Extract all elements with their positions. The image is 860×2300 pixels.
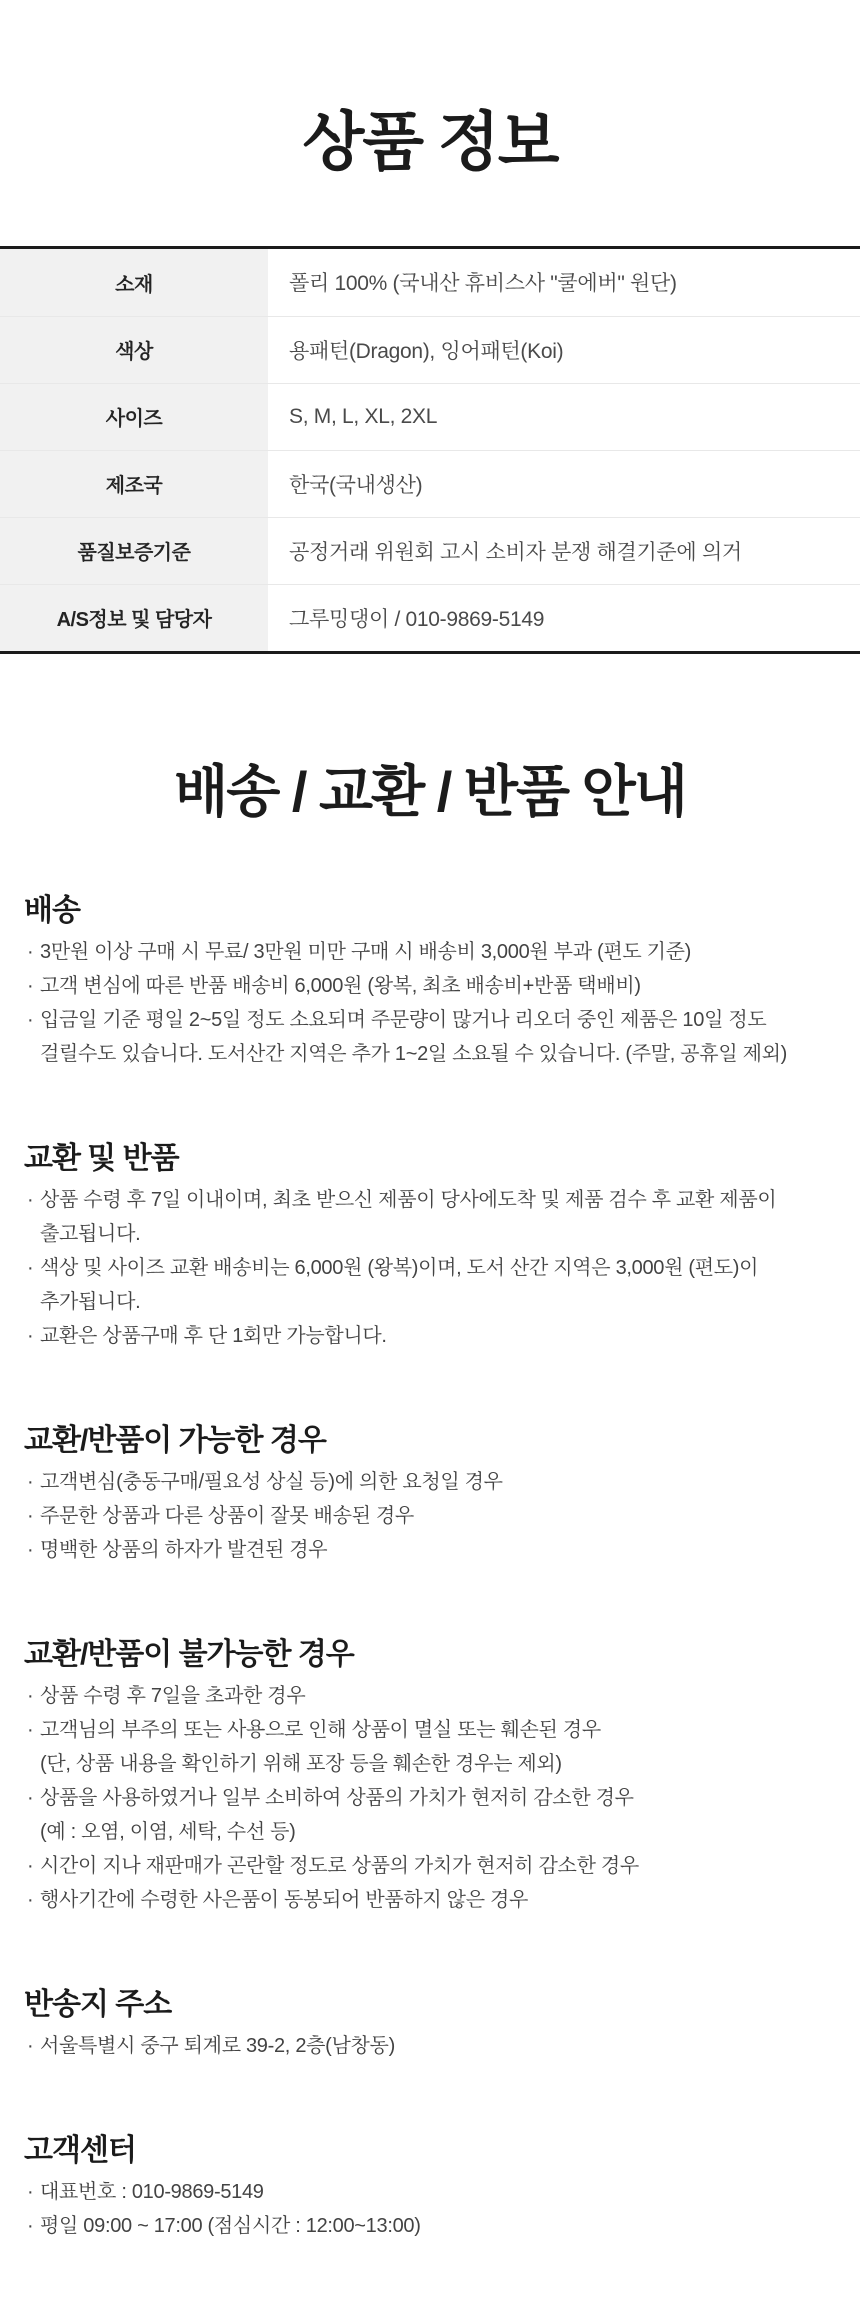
- list-item-line: · 주문한 상품과 다른 상품이 잘못 배송된 경우: [40, 1499, 836, 1533]
- list-item-line: · 시간이 지나 재판매가 곤란할 정도로 상품의 가치가 현저히 감소한 경우: [40, 1849, 836, 1883]
- list-item: [24, 1003, 836, 1071]
- list-item-line: · 상품 수령 후 7일을 초과한 경우: [40, 1679, 836, 1713]
- spec-value: S, M, L, XL, 2XL: [289, 404, 438, 428]
- section-customer-center: [24, 2135, 836, 2243]
- product-spec-table: [0, 246, 860, 654]
- list-item-line: 출고됩니다.: [40, 1222, 141, 1245]
- list-item-line: · 대표번호 : 010-9869-5149: [40, 2175, 836, 2209]
- list-item-line: · 교환은 상품구매 후 단 1회만 가능합니다.: [40, 1319, 836, 1353]
- list-item: [24, 2209, 836, 2243]
- list-item-line: (단, 상품 내용을 확인하기 위해 포장 등을 훼손한 경우는 제외): [40, 1752, 562, 1775]
- section-heading: 교환 및 반품: [24, 1141, 179, 1175]
- list-item: [24, 935, 836, 969]
- list-item: [24, 1465, 836, 1499]
- spec-label: 사이즈: [0, 384, 268, 450]
- spec-value: 공정거래 위원회 고시 소비자 분쟁 해결기준에 의거: [289, 540, 742, 564]
- section-shipping: [24, 895, 836, 1071]
- list-item-line: · 입금일 기준 평일 2~5일 정도 소요되며 주문량이 많거나 리오더 중인 제품은 10일 정도: [40, 1003, 836, 1037]
- list-item: [24, 1849, 836, 1883]
- section-non-exchangeable-cases: [24, 1639, 836, 1917]
- table-row: [0, 316, 860, 383]
- guide-title: 배송 / 교환 / 반품 안내: [174, 759, 686, 823]
- list-item: [24, 2029, 836, 2063]
- list-item: [24, 1679, 836, 1713]
- list-item: [24, 1183, 836, 1251]
- spec-value: 그루밍댕이 / 010-9869-5149: [289, 607, 545, 631]
- spec-value: 한국(국내생산): [289, 473, 423, 497]
- list-item: [24, 2175, 836, 2209]
- list-item: [24, 1533, 836, 1567]
- spec-label: 색상: [0, 317, 268, 383]
- list-item-line: (예 : 오염, 이염, 세탁, 수선 등): [40, 1820, 296, 1843]
- section-heading: 교환/반품이 가능한 경우: [24, 1423, 326, 1457]
- list-item-line: · 서울특별시 중구 퇴계로 39-2, 2층(남창동): [40, 2029, 836, 2063]
- table-row: [0, 584, 860, 651]
- spec-value: 용패턴(Dragon), 잉어패턴(Koi): [289, 339, 564, 363]
- spec-label: 제조국: [0, 451, 268, 517]
- list-item: [24, 1499, 836, 1533]
- list-item-line: · 고객변심(충동구매/필요성 상실 등)에 의한 요청일 경우: [40, 1465, 836, 1499]
- list-item: [24, 1781, 836, 1849]
- spec-label: A/S정보 및 담당자: [0, 585, 268, 651]
- section-heading: 교환/반품이 불가능한 경우: [24, 1637, 354, 1671]
- list-item-line: · 고객님의 부주의 또는 사용으로 인해 상품이 멸실 또는 훼손된 경우: [40, 1713, 836, 1747]
- list-item-line: · 색상 및 사이즈 교환 배송비는 6,000원 (왕복)이며, 도서 산간 지역은 3,000원 (편도)이: [40, 1251, 836, 1285]
- table-row: [0, 450, 860, 517]
- list-item-line: · 평일 09:00 ~ 17:00 (점심시간 : 12:00~13:00): [40, 2209, 836, 2243]
- list-item: [24, 969, 836, 1003]
- list-item-line: · 고객 변심에 따른 반품 배송비 6,000원 (왕복, 최초 배송비+반품 택배비): [40, 969, 836, 1003]
- section-heading: 배송: [24, 893, 80, 927]
- list-item-line: · 상품 수령 후 7일 이내이며, 최초 받으신 제품이 당사에도착 및 제품 검수 후 교환 제품이: [40, 1183, 836, 1217]
- section-exchangeable-cases: [24, 1425, 836, 1567]
- spec-label: 소재: [0, 249, 268, 316]
- table-row: [0, 517, 860, 584]
- section-return-address: [24, 1989, 836, 2063]
- spec-label: 품질보증기준: [0, 518, 268, 584]
- list-item-line: 추가됩니다.: [40, 1290, 141, 1313]
- list-item: [24, 1883, 836, 1917]
- section-heading: 고객센터: [24, 2133, 136, 2167]
- list-item-line: 걸릴수도 있습니다. 도서산간 지역은 추가 1~2일 소요될 수 있습니다. (주말, 공휴일 제외): [40, 1042, 787, 1065]
- table-row: [0, 383, 860, 450]
- spec-value: 폴리 100% (국내산 휴비스사 "쿨에버" 원단): [289, 272, 677, 296]
- list-item: [24, 1319, 836, 1353]
- section-exchange-return: [24, 1143, 836, 1353]
- list-item-line: · 상품을 사용하였거나 일부 소비하여 상품의 가치가 현저히 감소한 경우: [40, 1781, 836, 1815]
- list-item: [24, 1713, 836, 1781]
- section-heading: 반송지 주소: [24, 1987, 172, 2021]
- list-item-line: · 3만원 이상 구매 시 무료/ 3만원 미만 구매 시 배송비 3,000원 부과 (편도 기준): [40, 935, 836, 969]
- list-item: [24, 1251, 836, 1319]
- list-item-line: · 명백한 상품의 하자가 발견된 경우: [40, 1533, 836, 1567]
- page-title: 상품 정보: [302, 106, 558, 178]
- table-row: [0, 249, 860, 316]
- list-item-line: · 행사기간에 수령한 사은품이 동봉되어 반품하지 않은 경우: [40, 1883, 836, 1917]
- guide-sections: [0, 895, 860, 2243]
